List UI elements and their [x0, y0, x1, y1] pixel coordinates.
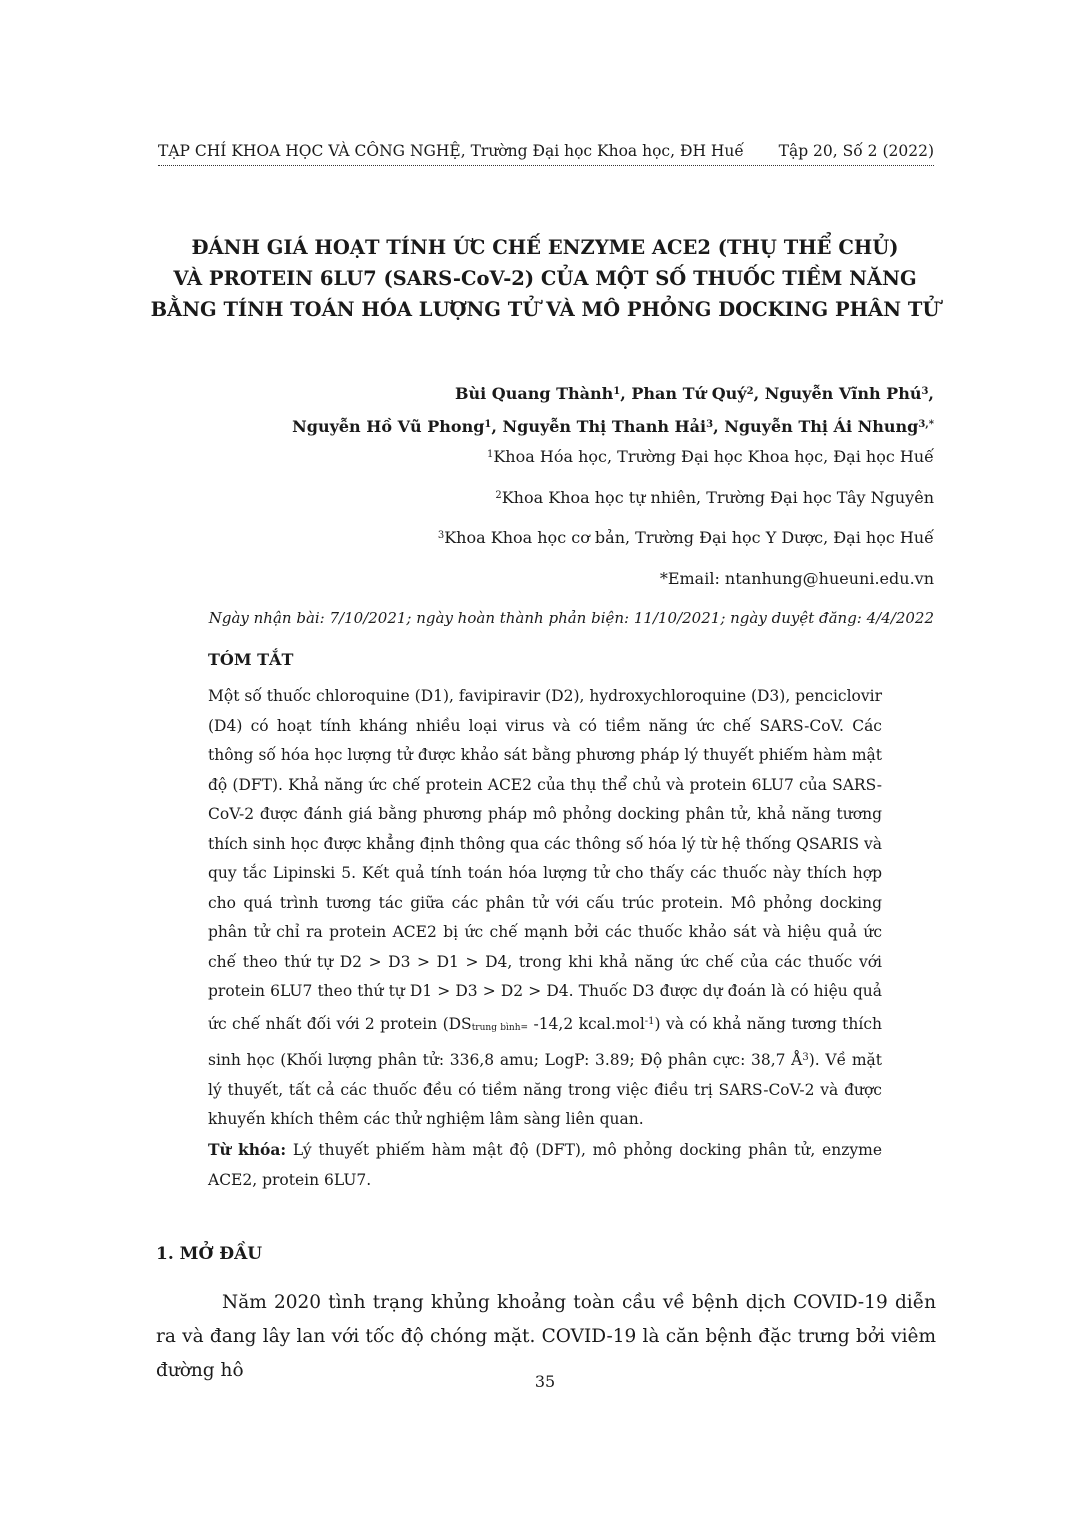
running-header	[158, 142, 934, 166]
abstract-text: ). Về mặt lý thuyết, tất cả các thuốc đều có tiềm năng trong việc điều trị SARS-CoV-2 và được khuyến khích thêm các thử nghiệm lâm sàng liên quan.	[208, 1051, 882, 1128]
article-title	[120, 232, 970, 325]
author-name: Bùi Quang Thành	[454, 384, 614, 403]
author-list	[292, 376, 934, 442]
author-affiliation-mark: 1	[613, 386, 621, 397]
page-number: 35	[534, 1372, 556, 1391]
author-affiliation-mark: 3	[921, 386, 929, 397]
affiliation-mark: 3	[437, 530, 445, 541]
author-affiliation-mark: 3,*	[918, 419, 934, 430]
section-heading: 1. MỞ ĐẦU	[156, 1244, 263, 1264]
keywords	[208, 1135, 882, 1195]
affiliation-2	[495, 488, 934, 507]
section-body: Năm 2020 tình trạng khủng khoảng toàn cầu về bệnh dịch COVID-19 diễn ra và đang lây lan với tốc độ chóng mặt. COVID-19 là căn bệnh đặc trưng bởi viêm đường hô	[156, 1292, 936, 1381]
abstract-text: Một số thuốc chloroquine (D1), favipiravir (D2), hydroxychloroquine (D3), penciclovir (D4) có hoạt tính kháng nhiều loại virus và có tiềm năng ức chế SARS-CoV. Các thông số hóa học lượng tử được khảo sát bằng phương pháp lý thuyết phiếm hàm mật độ (DFT). Khả năng ức chế protein ACE2 của thụ thể chủ và protein 6LU7 của SARS-CoV-2 được đánh giá bằng phương pháp mô phỏng docking phân tử, khả năng tương thích sinh học được khẳng định thông qua các thông số hóa lý từ hệ thống QSARIS và quy tắc Lipinski 5. Kết quả tính toán hóa lượng tử cho thấy các thuốc này thích hợp cho quá trình tương tác giữa các phân tử với cấu trúc protein. Mô phỏng docking phân tử chỉ ra protein ACE2 bị ức chế mạnh bởi các thuốc khảo sát và hiệu quả ức chế theo thứ tự D2 > D3 > D1 > D4, trong khi khả năng ức chế của các thuốc với protein 6LU7 theo thứ tự D1 > D3 > D2 > D4. Thuốc D3 được dự đoán là có hiệu quả ức chế nhất đối với 2 protein (DS	[208, 687, 882, 1033]
corresponding-email[interactable]: *Email: ntanhung@hueuni.edu.vn	[659, 569, 934, 588]
author-affiliation-mark: 2	[746, 386, 754, 397]
unit-superscript: -1	[644, 1015, 655, 1027]
abstract-text: -14,2 kcal.mol	[528, 1014, 645, 1033]
author-affiliation-mark: 3	[706, 419, 714, 430]
affiliation-3	[438, 528, 934, 547]
author-name: Nguyễn Hồ Vũ Phong	[292, 417, 485, 436]
affiliation-text: Khoa Khoa học tự nhiên, Trường Đại học Tây Nguyên	[501, 488, 934, 507]
author-name: Nguyễn Vĩnh Phú	[764, 384, 922, 403]
author-line: Nguyễn Hồ Vũ Phong$^1$, Nguyễn Thị Thanh Hải$^3$, Nguyễn Thị Ái Nhung$^{3,*}$	[292, 417, 934, 436]
abstract-body	[208, 682, 882, 1135]
ds-subscript: trung bình=	[471, 1022, 529, 1033]
affiliation-1	[487, 447, 934, 466]
affiliation-mark: 2	[495, 490, 502, 501]
author-affiliation-mark: 1	[484, 419, 492, 430]
abstract-text: ) và có khả năng tương thích sinh học (Khối lượng phân tử: 336,8 amu; LogP: 3.89; Độ phân cực: 38,7 Å	[208, 1014, 882, 1069]
volume-issue: Tập 20, Số 2 (2022)	[778, 142, 934, 160]
author-line: Bùi Quang Thành$^1$, Phan Tứ Quý$^2$, Nguyễn Vĩnh Phú$^3$,	[454, 384, 934, 403]
affiliation-mark: 1	[486, 449, 494, 460]
title-line: ĐÁNH GIÁ HOẠT TÍNH ỨC CHẾ ENZYME ACE2 (THỤ THỂ CHỦ)	[191, 236, 899, 259]
affiliation-text: Khoa Hóa học, Trường Đại học Khoa học, Đại học Huế	[493, 447, 934, 466]
author-name: Nguyễn Thị Thanh Hải	[502, 417, 707, 436]
unit-superscript: 3	[802, 1052, 809, 1063]
keywords-text: Lý thuyết phiếm hàm mật độ (DFT), mô phỏng docking phân tử, enzyme ACE2, protein 6LU7.	[208, 1141, 882, 1189]
keywords-label: Từ khóa:	[208, 1140, 287, 1159]
affiliation-text: Khoa Khoa học cơ bản, Trường Đại học Y Dược, Đại học Huế	[444, 528, 934, 547]
journal-name: TẠP CHÍ KHOA HỌC VÀ CÔNG NGHỆ, Trường Đại học Khoa học, ĐH Huế	[158, 142, 744, 160]
submission-dates: Ngày nhận bài: 7/10/2021; ngày hoàn thành phản biện: 11/10/2021; ngày duyệt đăng: 4/4/2022	[208, 609, 934, 627]
abstract-heading: TÓM TẮT	[208, 650, 294, 669]
title-line: VÀ PROTEIN 6LU7 (SARS-CoV-2) CỦA MỘT SỐ THUỐC TIỀM NĂNG	[173, 267, 917, 290]
author-name: Phan Tứ Quý	[631, 384, 747, 403]
author-name: Nguyễn Thị Ái Nhung	[724, 417, 919, 436]
title-line: BẰNG TÍNH TOÁN HÓA LƯỢNG TỬ VÀ MÔ PHỎNG DOCKING PHÂN TỬ	[150, 298, 940, 321]
